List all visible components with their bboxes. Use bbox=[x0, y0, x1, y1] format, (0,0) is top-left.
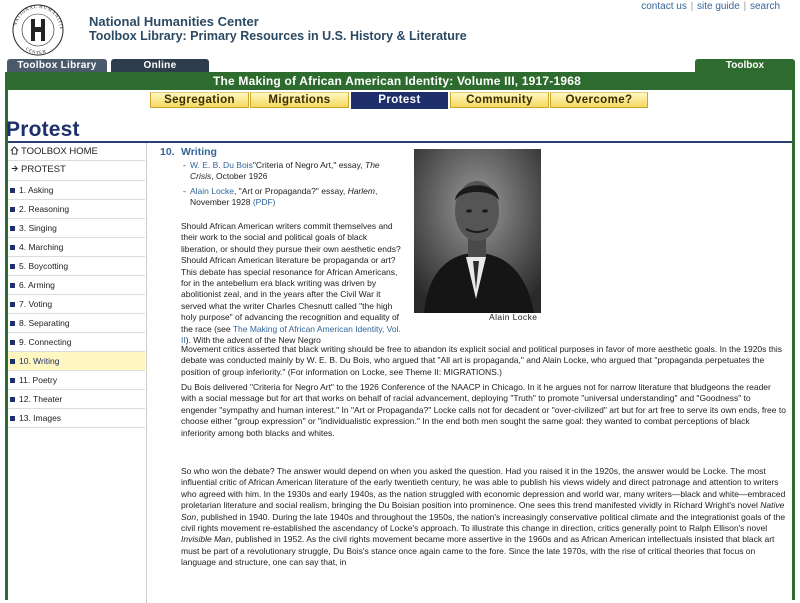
reference-source: The Crisis bbox=[190, 160, 380, 181]
reference-source: Harlem bbox=[347, 186, 375, 196]
sidebar-item-connecting[interactable] bbox=[8, 333, 145, 352]
reference-author-link[interactable]: W. E. B. Du Bois bbox=[190, 160, 253, 170]
tab-toolbox[interactable]: Toolbox bbox=[695, 59, 795, 72]
reference-date: , November 1928 bbox=[190, 186, 378, 207]
bullet-icon bbox=[10, 264, 15, 269]
paragraph-text: Du Bois delivered "Criteria for Negro Art" to the 1926 Conference of the NAACP in Chicago. In it he argues not for narrow literature that bludgeons the reader with a social message but for art that works on behalf of racial advancement, deploying "Truth" to promote "universal understanding" and "Goodness" to engender "sympathy and human interest." In "Art or Propaganda?" Locke calls not for decadent or "over-civilized" art but for art free to serve its own ends, free to choose either "group expression" or "individualistic expression." In the end both men sought the same goal: they wanted to combat perceptions of black inferiority among both blacks and whites. bbox=[181, 382, 786, 438]
svg-text:CENTER: CENTER bbox=[24, 46, 48, 56]
bullet-icon bbox=[10, 302, 15, 307]
theme-overcome[interactable]: Overcome? bbox=[550, 92, 648, 108]
bullet-icon bbox=[10, 416, 15, 421]
theme-community[interactable]: Community bbox=[450, 92, 549, 108]
tab-toolbox-library[interactable]: Toolbox Library bbox=[7, 59, 107, 72]
portrait-caption: Alain Locke bbox=[489, 312, 538, 322]
sidebar-item-theater[interactable] bbox=[8, 390, 145, 409]
bullet-icon bbox=[10, 397, 15, 402]
sidebar-divider bbox=[146, 143, 147, 603]
bullet-icon bbox=[10, 321, 15, 326]
sidebar-item-arming[interactable] bbox=[8, 276, 145, 295]
paragraph-text: ). With the advent of the New Negro bbox=[185, 335, 321, 346]
link-separator: | bbox=[690, 1, 694, 12]
book-title: Native Son bbox=[181, 500, 785, 522]
bullet-icon bbox=[10, 188, 15, 193]
sidebar-item-label: 12. Theater bbox=[19, 394, 63, 404]
paragraph-1 bbox=[181, 221, 406, 346]
site-guide-link[interactable]: site guide bbox=[697, 1, 740, 12]
sidebar-home-label: TOOLBOX HOME bbox=[21, 146, 98, 157]
bullet-icon bbox=[10, 283, 15, 288]
reference-date: , October 1926 bbox=[211, 171, 268, 181]
sidebar-item-poetry[interactable] bbox=[8, 371, 145, 390]
book-title: Invisible Man bbox=[181, 534, 231, 545]
sidebar-item-label: 3. Singing bbox=[19, 223, 57, 233]
home-icon bbox=[10, 146, 19, 155]
paragraph-text: Should African American writers commit themselves and their work to the social and political goals of black liberation, or should they pursue their own aesthetic ends? Should African American literature be propaganda or art? This debate has special resonance for African Americans, for in the antebellum era black writing was driven by abolitionist zeal, and in the years after the Civil War it served what the writer Charles Chesnutt called "the high holy purpose" of advancing the recognition and equality of the race (see bbox=[181, 221, 401, 334]
sidebar-item-toolbox-home[interactable] bbox=[8, 143, 145, 161]
reference-item bbox=[183, 160, 403, 182]
reference-title: "Criteria of Negro Art," essay, bbox=[252, 160, 365, 170]
sidebar-item-images[interactable] bbox=[8, 409, 145, 428]
sidebar-item-label: 1. Asking bbox=[19, 185, 54, 195]
reference-item bbox=[183, 186, 403, 208]
search-link[interactable]: search bbox=[749, 1, 780, 12]
bullet-icon bbox=[10, 340, 15, 345]
sidebar-item-boycotting[interactable] bbox=[8, 257, 145, 276]
sidebar-item-label: 9. Connecting bbox=[19, 337, 72, 347]
dash-bullet: - bbox=[183, 160, 186, 170]
sidebar-item-label: 2. Reasoning bbox=[19, 204, 70, 214]
reference-list bbox=[183, 160, 403, 212]
sidebar-section-label: PROTEST bbox=[21, 164, 66, 175]
sidebar-item-label: 6. Arming bbox=[19, 280, 55, 290]
sidebar-item-separating[interactable] bbox=[8, 314, 145, 333]
theme-protest[interactable]: Protest bbox=[351, 92, 448, 109]
theme-segregation[interactable]: Segregation bbox=[150, 92, 249, 108]
reference-title: , "Art or Propaganda?" essay, bbox=[233, 186, 348, 196]
sidebar-item-label: 13. Images bbox=[19, 413, 62, 423]
org-name[interactable]: National Humanities Center bbox=[89, 14, 259, 29]
theme-migrations[interactable]: Migrations bbox=[250, 92, 349, 108]
tab-online-programs[interactable]: Online bbox=[111, 59, 209, 72]
sidebar-item-protest[interactable] bbox=[8, 161, 145, 181]
arrow-icon bbox=[10, 164, 19, 173]
sidebar-item-singing[interactable] bbox=[8, 219, 145, 238]
paragraph-1-continued bbox=[181, 344, 786, 378]
sidebar-item-label: 10. Writing bbox=[19, 356, 60, 366]
sidebar-item-label: 5. Boycotting bbox=[19, 261, 69, 271]
link-separator: | bbox=[743, 1, 747, 12]
dash-bullet: - bbox=[183, 186, 186, 196]
vol-ii-link[interactable]: The Making of African American Identity, Vol. II bbox=[181, 323, 401, 346]
sidebar-item-voting[interactable] bbox=[8, 295, 145, 314]
sidebar-item-label: 11. Poetry bbox=[19, 375, 58, 385]
alain-locke-portrait bbox=[414, 149, 541, 313]
bullet-icon bbox=[10, 378, 15, 383]
contact-us-link[interactable]: contact us bbox=[641, 1, 687, 12]
paragraph-3 bbox=[181, 466, 786, 569]
bullet-icon bbox=[10, 226, 15, 231]
library-title[interactable]: Toolbox Library: Primary Resources in U.S. History & Literature bbox=[89, 29, 467, 43]
page-title: Protest bbox=[6, 118, 80, 141]
section-title: Writing bbox=[181, 146, 217, 158]
paragraph-2 bbox=[181, 382, 786, 439]
pdf-link[interactable]: (PDF) bbox=[252, 197, 276, 207]
sidebar bbox=[8, 143, 145, 428]
sidebar-item-label: 4. Marching bbox=[19, 242, 64, 252]
sidebar-item-marching[interactable] bbox=[8, 238, 145, 257]
bullet-icon bbox=[10, 245, 15, 250]
sidebar-item-label: 8. Separating bbox=[19, 318, 70, 328]
bullet-icon bbox=[10, 207, 15, 212]
sidebar-item-asking[interactable] bbox=[8, 181, 145, 200]
section-number: 10. bbox=[160, 146, 175, 158]
paragraph-text: , published in 1940. During the late 1940s and throughout the 1950s, the nation's increasingly conservative political climate and the integrationist goals of the civil rights movement re-established the ascendancy of Locke's approach. To illustrate this change in direction, critics generally point to Ralph Ellison's novel bbox=[181, 511, 786, 534]
banner-title: The Making of African American Identity: Volume III, 1917-1968 bbox=[5, 72, 795, 90]
top-links bbox=[641, 1, 780, 12]
sidebar-item-label: 7. Voting bbox=[19, 299, 53, 309]
paragraph-text: Movement critics asserted that black writing should be free to abandon its explicit social and political purposes in favor of more aesthetic goals. In the 1920s this debate was conducted mainly by W. E. B. Du Bois, who argued that "All art is propaganda," and Alain Locke, who argued that "propaganda perpetuates the position of group inferiority." (For information on Locke, see Theme II: MIGRATIONS.) bbox=[181, 344, 782, 377]
paragraph-text: , published in 1952. As the civil rights movement became more assertive in the 1960s and as African American intellectuals insisted that black art must be part of a revolutionary struggle, Du Bois's stance once again came to the fore. Since the late 1970s, with the rise of critical theories that focus on language and structure, one can say that, in bbox=[181, 534, 775, 568]
nhc-logo[interactable] bbox=[8, 4, 68, 58]
svg-text:NATIONAL HUMANITIES: NATIONAL HUMANITIE bbox=[12, 4, 65, 31]
sidebar-item-writing[interactable] bbox=[8, 352, 145, 371]
reference-author-link[interactable]: Alain Locke bbox=[190, 186, 234, 196]
paragraph-text: So who won the debate? The answer would depend on when you asked the question. Had you raised it in the 1920s, the answer would be Locke. The most influential critic of African American literature of the early twentieth century, he was able to publish his views widely and direct patronage and attention to writers who agreed with him. In the 1930s and early 1940s, as the nation struggled with economic depression and world war, many writers—black and white—embraced proletarian literature and social realism, bringing the Du Boisian position into prominence. One sees this trend manifested vividly in Richard Wright's novel bbox=[181, 466, 786, 511]
org-header bbox=[89, 14, 467, 44]
sidebar-item-reasoning[interactable] bbox=[8, 200, 145, 219]
bullet-icon bbox=[10, 359, 15, 364]
